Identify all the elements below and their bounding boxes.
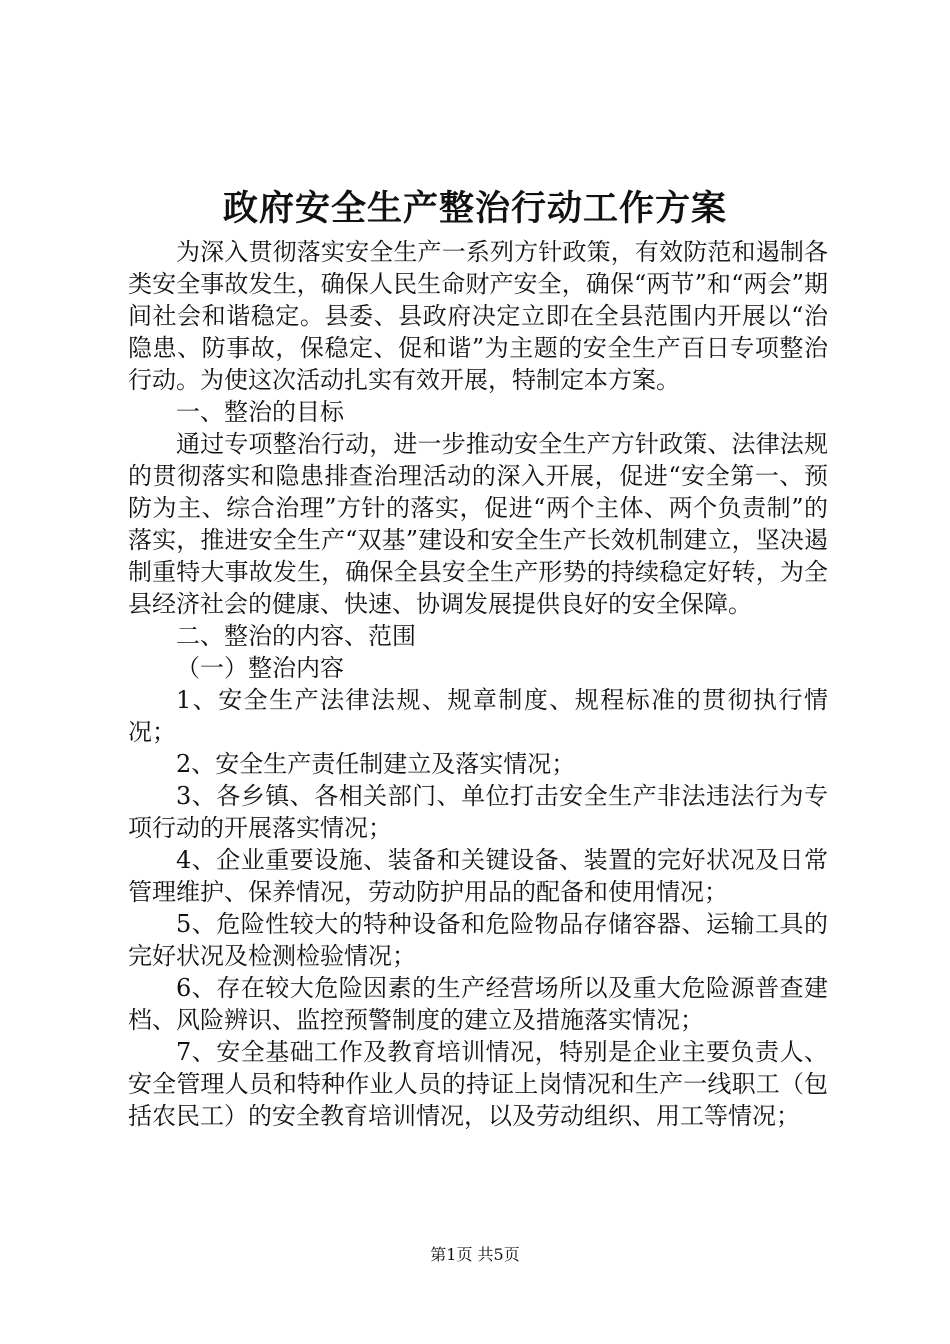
subsection-heading-content: （一）整治内容 [176,654,344,682]
goals-paragraph: 通过专项整治行动，进一步推动安全生产方针政策、法律法规的贯彻落实和隐患排查治理活动的深入开展，促进“安全第一、预防为主、综合治理”方针的落实，促进“两个主体、两个负责制”的落实，推进安全生产“双基”建设和安全生产长效机制建立，坚决遏制重特大事故发生，确保全县安全生产形势的持续稳定好转，为全县经济社会的健康、快速、协调发展提供良好的安全保障。 [128,430,828,618]
page-number-footer: 第1页 共5页 [430,1245,520,1264]
list-item-6: 6、存在较大危险因素的生产经营场所以及重大危险源普查建档、风险辨识、监控预警制度的建立及措施落实情况； [128,974,828,1034]
section-heading-goals: 一、整治的目标 [176,398,344,426]
document-title: 政府安全生产整治行动工作方案 [222,188,727,229]
list-item-7: 7、安全基础工作及教育培训情况，特别是企业主要负责人、安全管理人员和特种作业人员的持证上岗情况和生产一线职工（包括农民工）的安全教育培训情况，以及劳动组织、用工等情况； [128,1038,828,1130]
list-item-5: 5、危险性较大的特种设备和危险物品存储容器、运输工具的完好状况及检测检验情况； [128,910,828,970]
document-body [128,236,828,1132]
section-heading-scope: 二、整治的内容、范围 [176,622,416,650]
intro-paragraph: 为深入贯彻落实安全生产一系列方针政策，有效防范和遏制各类安全事故发生，确保人民生命财产安全，确保“两节”和“两会”期间社会和谐稳定。县委、县政府决定立即在全县范围内开展以“治隐患、防事故，保稳定、促和谐”为主题的安全生产百日专项整治行动。为使这次活动扎实有效开展，特制定本方案。 [128,238,828,394]
list-item-4: 4、企业重要设施、装备和关键设备、装置的完好状况及日常管理维护、保养情况，劳动防护用品的配备和使用情况； [128,846,828,906]
list-item-2: 2、安全生产责任制建立及落实情况； [176,750,576,778]
list-item-1: 1、安全生产法律法规、规章制度、规程标准的贯彻执行情况； [128,686,828,746]
list-item-3: 3、各乡镇、各相关部门、单位打击安全生产非法违法行为专项行动的开展落实情况； [128,782,828,842]
